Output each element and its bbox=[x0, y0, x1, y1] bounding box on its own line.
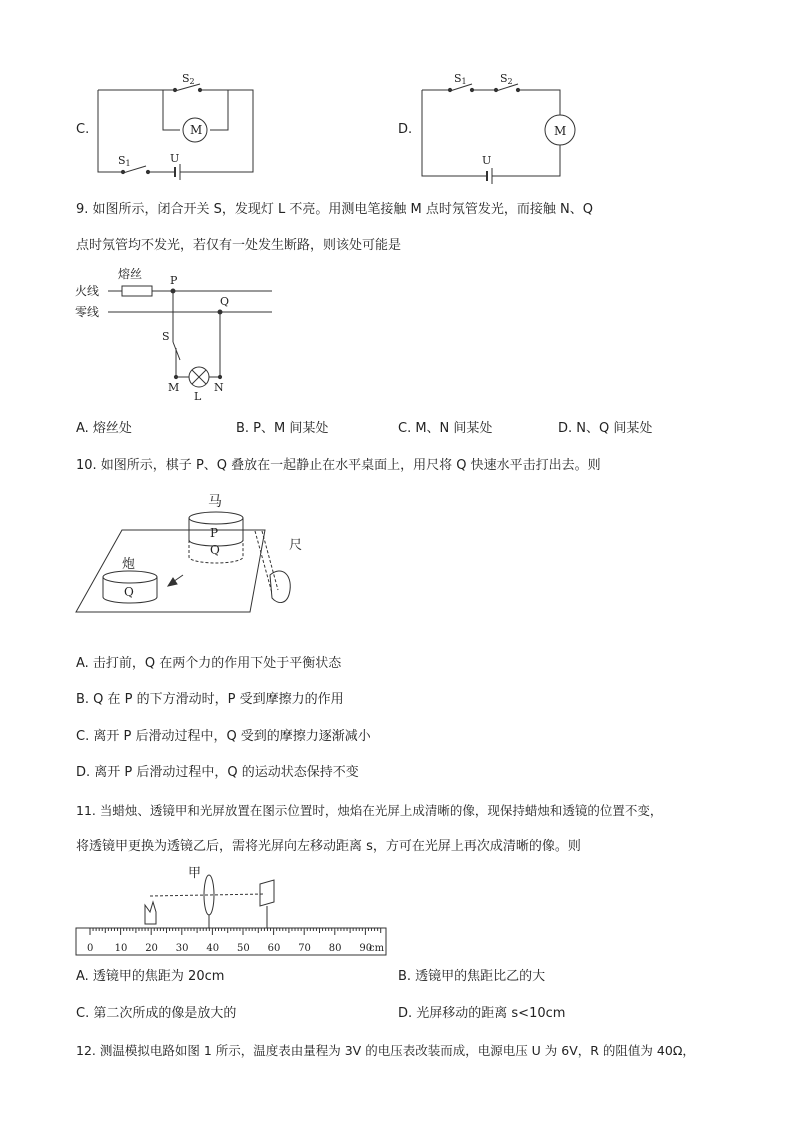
svg-text:M: M bbox=[168, 381, 180, 394]
svg-text:甲: 甲 bbox=[188, 866, 202, 881]
svg-text:Q: Q bbox=[220, 295, 230, 308]
candle-icon bbox=[145, 902, 156, 924]
q9-option-a[interactable]: A. 熔丝处 bbox=[76, 421, 132, 436]
q11-stem-line1: 11. 当蜡烛、透镜甲和光屏放置在图示位置时，烛焰在光屏上成清晰的像，现保持蜡烛和透镜的位置不变， bbox=[76, 803, 663, 818]
svg-text:尺: 尺 bbox=[289, 538, 303, 553]
svg-text:P: P bbox=[170, 274, 178, 287]
ruler-tick-label: 40 bbox=[206, 943, 220, 954]
q11-option-a[interactable]: A. 透镜甲的焦距为 20cm bbox=[76, 969, 225, 984]
svg-text:S1: S1 bbox=[454, 72, 467, 86]
q9-stem-line1: 9. 如图所示，闭合开关 S，发现灯 L 不亮。用测电笔接触 M 点时氖管发光，而接触 N、Q bbox=[76, 202, 593, 217]
svg-text:S2: S2 bbox=[182, 72, 195, 86]
svg-text:零线: 零线 bbox=[75, 305, 100, 319]
ruler-tick-label: 10 bbox=[114, 943, 128, 954]
q10-option-a[interactable]: A. 击打前，Q 在两个力的作用下处于平衡状态 bbox=[76, 656, 342, 671]
q11-option-c[interactable]: C. 第二次所成的像是放大的 bbox=[76, 1006, 237, 1021]
q9-option-c[interactable]: C. M、N 间某处 bbox=[398, 421, 493, 436]
q10-stem-line1: 10. 如图所示，棋子 P、Q 叠放在一起静止在水平桌面上，用尺将 Q 快速水平击打出去。则 bbox=[76, 458, 601, 473]
svg-text:L: L bbox=[194, 390, 202, 403]
svg-text:马: 马 bbox=[208, 494, 222, 510]
q9-option-b[interactable]: B. P、M 间某处 bbox=[236, 421, 329, 436]
svg-text:炮: 炮 bbox=[122, 557, 136, 572]
q10-option-c[interactable]: C. 离开 P 后滑动过程中，Q 受到的摩擦力逐渐减小 bbox=[76, 729, 371, 744]
q11-option-d[interactable]: D. 光屏移动的距离 s<10cm bbox=[398, 1006, 566, 1021]
ruler-tick-label: 30 bbox=[175, 943, 189, 954]
q10-option-d[interactable]: D. 离开 P 后滑动过程中，Q 的运动状态保持不变 bbox=[76, 765, 359, 780]
svg-text:Q: Q bbox=[210, 543, 220, 557]
svg-text:N: N bbox=[214, 381, 224, 394]
svg-text:S2: S2 bbox=[500, 72, 513, 86]
q12-stem-line1: 12. 测温模拟电路如图 1 所示，温度表由量程为 3V 的电压表改装而成，电源电压 U 为 6V，R 的阻值为 40Ω， bbox=[76, 1043, 695, 1058]
motor-label: M bbox=[190, 123, 203, 137]
svg-text:S1: S1 bbox=[118, 154, 131, 168]
ruler-tick-label: 60 bbox=[267, 943, 281, 954]
q9-option-d[interactable]: D. N、Q 间某处 bbox=[558, 421, 653, 436]
svg-text:U: U bbox=[482, 154, 492, 167]
screen-icon bbox=[260, 880, 274, 906]
q11-stem-line2: 将透镜甲更换为透镜乙后，需将光屏向左移动距离 s，方可在光屏上再次成清晰的像。则 bbox=[76, 839, 581, 854]
svg-text:火线: 火线 bbox=[75, 284, 100, 298]
svg-text:cm: cm bbox=[369, 943, 385, 954]
ruler-tick-label: 90 bbox=[359, 943, 373, 954]
q10-option-b[interactable]: B. Q 在 P 的下方滑动时，P 受到摩擦力的作用 bbox=[76, 692, 344, 707]
ruler-tick-label: 20 bbox=[145, 943, 158, 954]
svg-text:Q: Q bbox=[124, 585, 134, 599]
svg-text:U: U bbox=[170, 152, 180, 165]
ruler-tick-label: 50 bbox=[237, 943, 250, 954]
q9-stem-line2: 点时氖管均不发光，若仅有一处发生断路，则该处可能是 bbox=[76, 238, 402, 253]
ruler-tick-label: 0 bbox=[87, 943, 94, 954]
option-c-label[interactable]: C. bbox=[76, 122, 90, 137]
svg-text:熔丝: 熔丝 bbox=[118, 267, 143, 281]
svg-text:M: M bbox=[554, 124, 567, 138]
ruler-tick-label: 70 bbox=[298, 943, 311, 954]
ruler-tick-label: 80 bbox=[328, 943, 342, 954]
svg-text:S: S bbox=[162, 330, 170, 343]
q11-option-b[interactable]: B. 透镜甲的焦距比乙的大 bbox=[398, 969, 546, 984]
svg-text:P: P bbox=[210, 526, 219, 540]
option-d-label[interactable]: D. bbox=[398, 122, 413, 137]
